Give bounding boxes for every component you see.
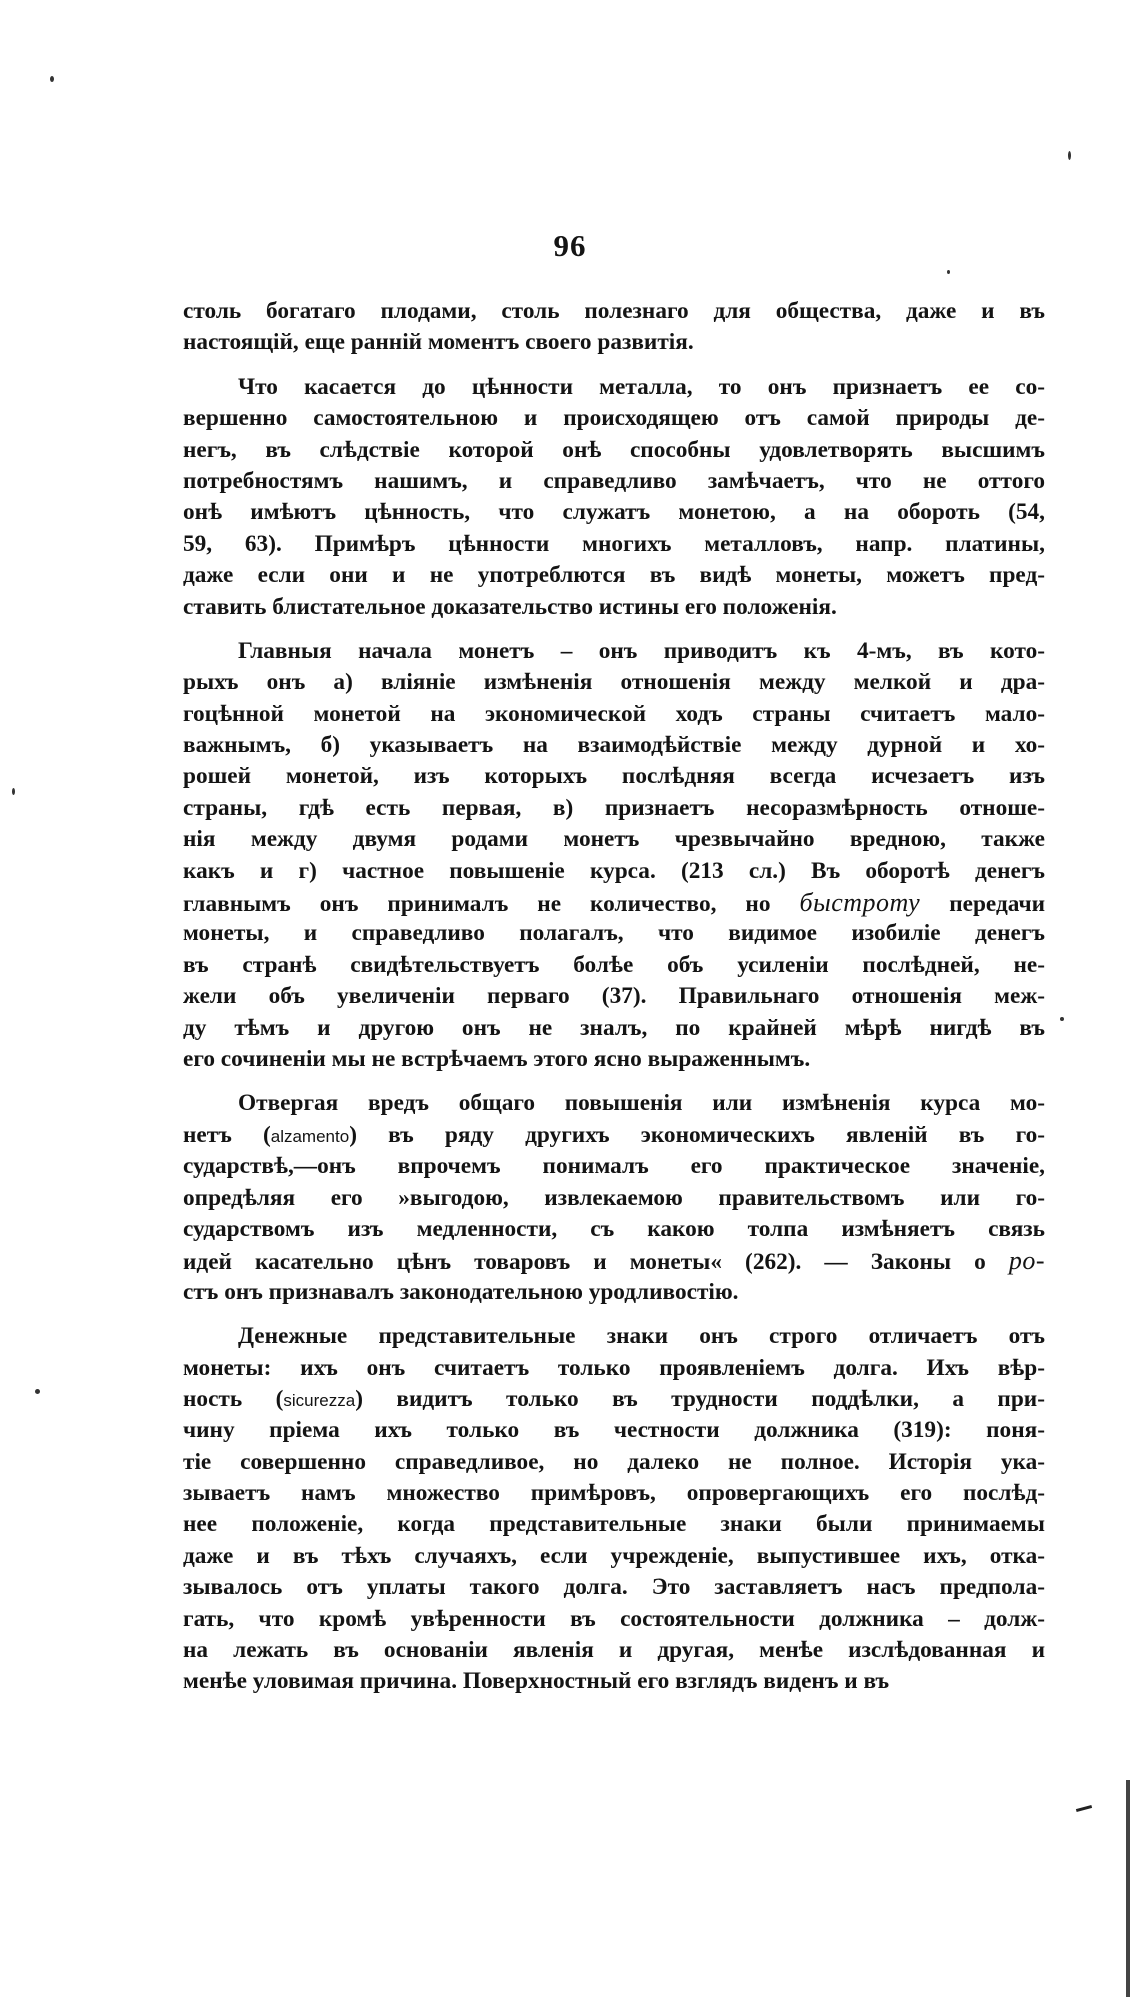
text-line: Что касается до цѣнности металла, то онъ признаетъ ее со- — [238, 373, 1045, 400]
scan-edge-mark — [1126, 1780, 1130, 1997]
text-line: рошей монетой, изъ которыхъ послѣдняя всегда исчезаетъ изъ — [183, 763, 1045, 790]
text-line: сударствѣ,—онъ впрочемъ понималъ его практическое значеніе, — [183, 1153, 1045, 1180]
text-line: нетъ (alzamento) въ ряду другихъ экономическихъ явленій въ го- — [183, 1121, 1045, 1148]
text-line: опредѣляя его »выгодою, извлекаемою правительствомъ или го- — [183, 1184, 1045, 1211]
emphasis: быстроту — [799, 888, 921, 918]
text-line: Отвергая вредъ общаго повышенія или измѣненія курса мо- — [238, 1090, 1045, 1117]
text-line: зывалось отъ уплаты такого долга. Это заставляетъ насъ предпола- — [183, 1574, 1045, 1601]
scan-speck — [50, 76, 54, 82]
text-line: жели объ увеличеніи перваго (37). Правильнаго отношенія меж- — [183, 983, 1045, 1010]
text-line: рыхъ онъ а) вліяніе измѣненія отношенія между мелкой и дра- — [183, 669, 1045, 696]
scan-speck — [947, 270, 950, 274]
text-line: страны, гдѣ есть первая, в) признаетъ несоразмѣрность отноше- — [183, 794, 1045, 821]
text-line: монеты: ихъ онъ считаетъ только проявленіемъ долга. Ихъ вѣр- — [183, 1354, 1045, 1381]
text-line: монеты, и справедливо полагалъ, что видимое изобиліе денегъ — [183, 920, 1045, 947]
text-line: вершенно самостоятельною и происходящею отъ самой природы де- — [183, 405, 1045, 432]
scan-speck — [35, 1389, 40, 1394]
text-line: Денежные представительные знаки онъ строго отличаетъ отъ — [238, 1323, 1045, 1350]
text-line: какъ и г) частное повышеніе курса. (213 сл.) Въ оборотѣ денегъ — [183, 857, 1045, 884]
paragraph — [183, 296, 1045, 359]
emphasis: ро- — [1008, 1246, 1045, 1276]
text-line: ставить блистательное доказательство истины его положенія. — [183, 593, 837, 620]
text-line: менѣе уловимая причина. Поверхностный его взглядъ виденъ и въ — [183, 1668, 890, 1695]
scan-speck — [1068, 151, 1071, 160]
paragraph — [183, 372, 1045, 623]
text-line: гать, что кромѣ увѣренности въ состоятельности должника – долж- — [183, 1605, 1045, 1632]
paragraph — [183, 1321, 1045, 1698]
emphasis: sicurezza — [283, 1390, 356, 1410]
text-line: идей касательно цѣнъ товаровъ и монеты« (262). — Законы о ро- — [183, 1246, 1045, 1276]
text-line: онѣ имѣютъ цѣнность, что служатъ монетою, а на обороть (54, — [183, 499, 1045, 526]
paragraph — [183, 636, 1045, 1075]
text-line: чину пріема ихъ только въ честности должника (319): поня- — [183, 1417, 1045, 1444]
scan-speck — [1060, 1017, 1064, 1021]
text-line: даже и въ тѣхъ случаяхъ, если учрежденіе, выпустившее ихъ, отка- — [183, 1542, 1045, 1569]
text-line: ность (sicurezza) видитъ только въ трудности поддѣлки, а при- — [183, 1385, 1045, 1412]
text-line: негъ, въ слѣдствіе которой онѣ способны удовлетворять высшимъ — [183, 436, 1045, 463]
text-line: потребностямъ нашимъ, и справедливо замѣчаетъ, что не оттого — [183, 467, 1045, 494]
text-line: нія между двумя родами монетъ чрезвычайно вредною, также — [183, 826, 1045, 853]
page-number: 96 — [553, 228, 587, 263]
text-line: важнымъ, б) указываетъ на взаимодѣйствіе между дурной и хо- — [183, 732, 1045, 759]
text-line: даже если они и не употреблются въ видѣ монеты, можетъ пред- — [183, 562, 1045, 589]
text-line: Главныя начала монетъ – онъ приводитъ къ 4-мъ, въ кото- — [238, 637, 1045, 664]
text-line: главнымъ онъ принималъ не количество, но быстроту передачи — [183, 888, 1046, 918]
text-line: въ странѣ свидѣтельствуетъ болѣе объ усиленіи послѣдней, не- — [183, 951, 1045, 978]
text-line: настоящій, еще ранній моментъ своего развитія. — [183, 329, 694, 356]
text-line: его сочиненіи мы не встрѣчаемъ этого ясно выраженнымъ. — [183, 1045, 811, 1072]
paragraph — [183, 1088, 1045, 1308]
text-line: нее положеніе, когда представительные знаки были принимаемы — [183, 1511, 1045, 1538]
text-line: стъ онъ признавалъ законодательною уродливостію. — [183, 1278, 739, 1305]
text-line: 59, 63). Примѣръ цѣнности многихъ металловъ, напр. платины, — [183, 530, 1045, 557]
emphasis: alzamento — [270, 1126, 350, 1146]
text-line: ду тѣмъ и другою онъ не зналъ, по крайней мѣрѣ нигдѣ въ — [183, 1014, 1045, 1041]
body-text — [183, 296, 1045, 1711]
text-line: зываетъ намъ множество примѣровъ, опровергающихъ его послѣд- — [183, 1480, 1045, 1507]
text-line: на лежать въ основаніи явленія и другая, менѣе изслѣдованная и — [183, 1637, 1045, 1664]
scan-speck — [12, 788, 15, 795]
text-line: гоцѣнной монетой на экономической ходъ страны считаетъ мало- — [183, 700, 1045, 727]
text-line: столь богатаго плодами, столь полезнаго для общества, даже и въ — [183, 298, 1045, 324]
text-line: тіе совершенно справедливое, но далеко не полное. Исторія ука- — [183, 1448, 1045, 1475]
scan-edge-mark — [1076, 1805, 1092, 1812]
text-line: сударствомъ изъ медленности, съ какою толпа измѣняетъ связь — [183, 1215, 1045, 1242]
